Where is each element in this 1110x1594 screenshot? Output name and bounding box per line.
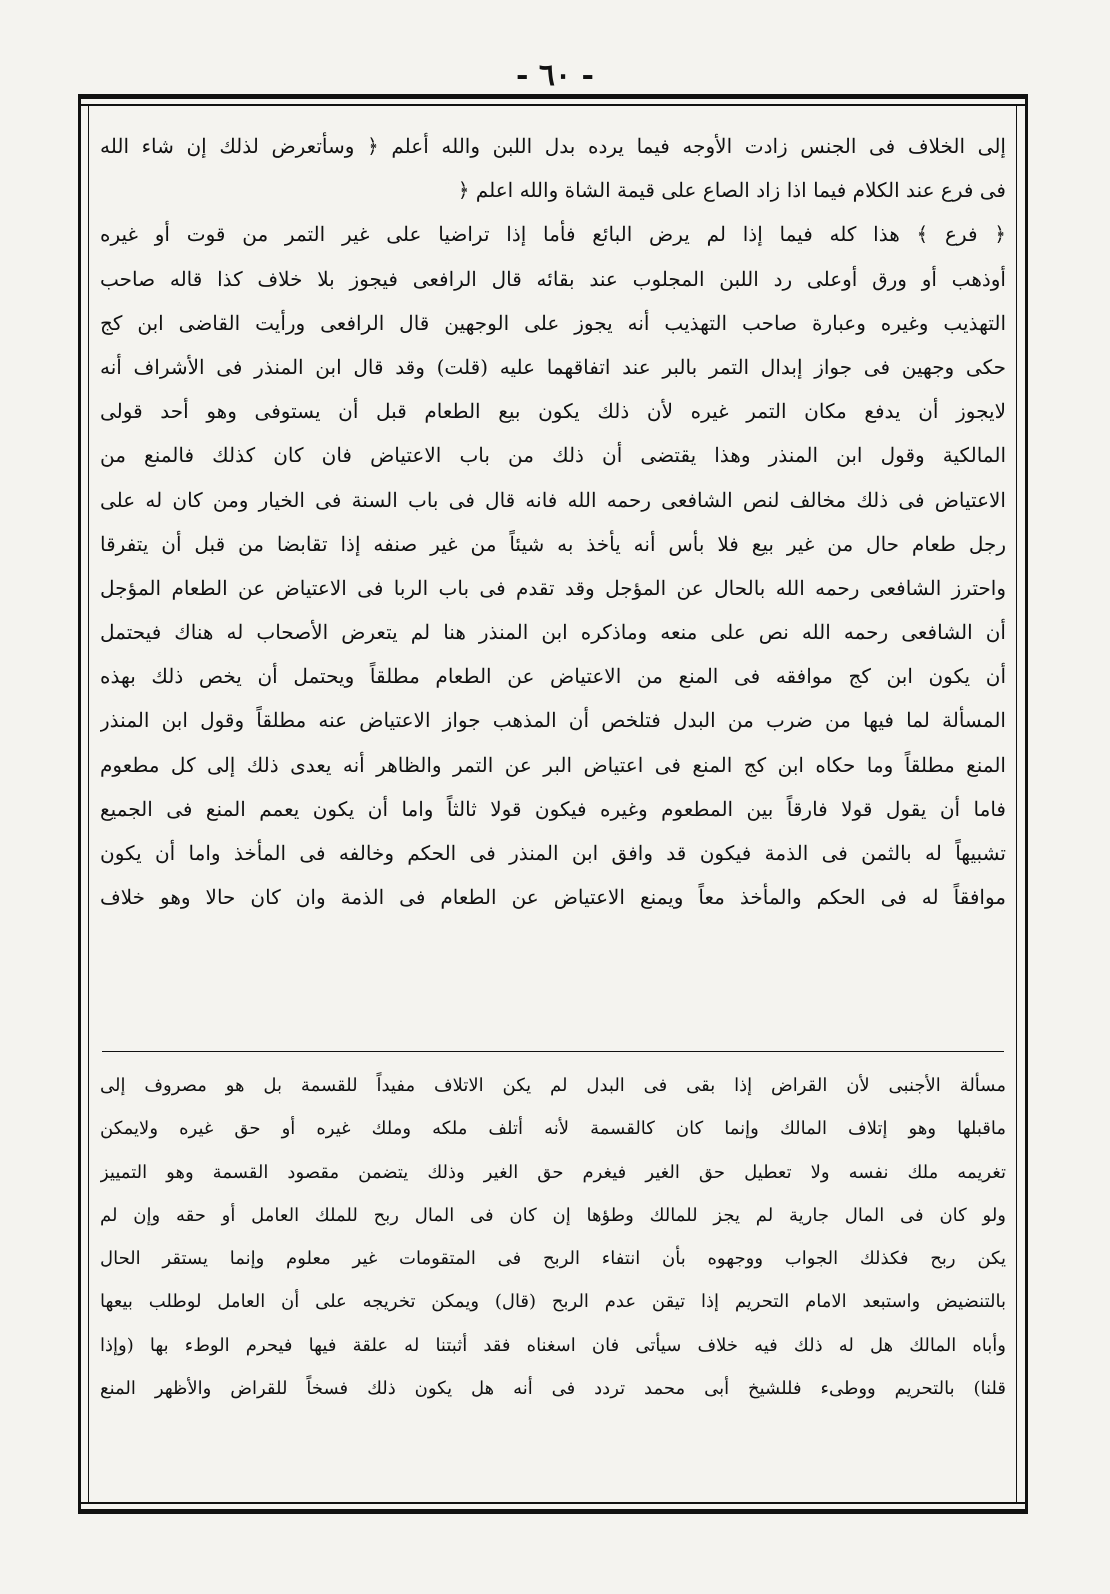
text-line: المالكية وقول ابن المنذر وهذا يقتضى أن ذلك من باب الاعتياض فان كان كذلك فالمنع من — [100, 443, 1006, 468]
text-line: أن يكون ابن كج موافقه فى المنع من الاعتياض عن الطعام مطلقاً ويحتمل أن يخص ذلك بهذه — [100, 664, 1006, 689]
footnote-line: مسألة الأجنبى لأن القراض إذا بقى فى البدل لم يكن الاتلاف مفيداً للقسمة بل هو مصروف إلى — [100, 1075, 1006, 1096]
left-inner-rule — [88, 106, 89, 1502]
text-line: ﴿ فرع ﴾ هذا كله فيما إذا لم يرض البائع فأما إذا تراضيا على غير التمر من قوت أو غيره — [100, 222, 1006, 247]
page-number: - ٦٠ - — [515, 58, 595, 93]
main-text-block — [100, 124, 1006, 919]
text-line: أوذهب أو ورق أوعلى رد اللبن المجلوب عند بقائه قال الرافعى فيجوز بلا خلاف كذا قاله صاحب — [100, 266, 1006, 291]
right-inner-rule — [1016, 106, 1017, 1502]
text-line: حكى وجهين فى جواز إبدال التمر بالبر عند اتفاقهما عليه (قلت) وقد قال ابن المنذر فى الأشراف أنه — [100, 354, 1006, 379]
text-line: رجل طعام حال من غير بيع فلا بأس أنه يأخذ به شيئاً من غير صنفه إذا تقابضا من قبل أن يتفرقا — [100, 531, 1006, 556]
footnote-line: يكن ربح فكذلك الجواب ووجهوه بأن انتفاء الربح فى المتقومات غير معلوم وإنما يستقر الحال — [100, 1248, 1006, 1270]
text-line: إلى الخلاف فى الجنس زادت الأوجه فيما يرده بدل اللبن والله أعلم ﴿ وسأتعرض لذلك إن شاء الله — [100, 134, 1006, 158]
footnote-line: بالتنضيض واستبعد الامام التحريم إذا تيقن عدم الربح (قال) ويمكن تخريجه على أن العامل لوطلب بيعها — [100, 1291, 1006, 1313]
text-line: أن الشافعى رحمه الله نص على منعه وماذكره ابن المنذر هنا لم يتعرض الأصحاب له هناك فيحتمل — [100, 620, 1006, 645]
text-line: التهذيب وغيره وعبارة صاحب التهذيب أنه يجوز على الوجهين قال الرافعى ورأيت القاضى ابن كج — [100, 310, 1006, 335]
text-line: الاعتياض فى ذلك مخالف لنص الشافعى رحمه الله فانه قال فى باب السنة فى الخيار ومن كان له على — [100, 487, 1006, 512]
footnote-line: ماقبلها وهو إتلاف المالك وإنما كان كالقسمة لأنه أتلف ملكه وملك غيره أو حق غيره ولايمكن — [100, 1118, 1006, 1140]
text-line: موافقاً له فى الحكم والمأخذ معاً ويمنع الاعتياض عن الطعام فى الذمة وان كان حالا وهو خلاف — [100, 885, 1006, 910]
footnote-line: ولو كان فى المال جارية لم يجز للمالك وطؤها إن كان فى المال ربح للملك العامل أو حقه وإن لم — [100, 1204, 1006, 1226]
text-line: فى فرع عند الكلام فيما اذا زاد الصاع على قيمة الشاة والله اعلم ﴿ — [457, 178, 1006, 203]
text-line: تشبيهاً له بالثمن فى الذمة فيكون قد وافق ابن المنذر فى الحكم وخالفه فى المأخذ واما أن يكون — [100, 841, 1006, 865]
footnote-line: قلنا) بالتحريم ووطىء فللشيخ أبى محمد تردد فى أنه هل يكون ذلك فسخاً للقراض والأظهر المنع — [100, 1378, 1006, 1400]
text-line: لايجوز أن يدفع مكان التمر غيره لأن ذلك يكون بيع الطعام قبل أن يستوفى وهو أحد قولى — [100, 399, 1006, 424]
footnote-line: وأباه المالك هل له ذلك فيه خلاف سيأتى فان اسغناه فقد أثبتنا له علقة فيها فيحرم الوطء بها (وإذا — [100, 1334, 1006, 1356]
footnote-divider — [102, 1051, 1004, 1052]
text-line: فاما أن يقول قولا فارقاً بين المطعوم وغيره فيكون قولا ثالثاً واما أن يكون يعمم المنع فى الجميع — [100, 796, 1006, 821]
text-line: واحترز الشافعى رحمه الله بالحال عن المؤجل وقد تقدم فى باب الربا فى الاعتياض عن الطعام المؤجل — [100, 575, 1006, 600]
footnote-line: تغريمه ملك نفسه ولا تعطيل حق الغير فيغرم حق الغير وذلك يتضمن مقصود القسمة وهو التمييز — [100, 1161, 1006, 1183]
footnote-block — [100, 1064, 1006, 1410]
text-line: المسألة لما فيها من ضرب من البدل فتلخص أن المذهب جواز الاعتياض عنه مطلقاً وقول ابن المنذر — [100, 708, 1006, 733]
text-line: المنع مطلقاً وما حكاه ابن كج المنع فى اعتياض البر عن التمر والظاهر أنه يعدى ذلك إلى كل مطعوم — [100, 752, 1006, 777]
top-double-rule — [78, 94, 1028, 106]
bottom-double-rule — [78, 1502, 1028, 1514]
